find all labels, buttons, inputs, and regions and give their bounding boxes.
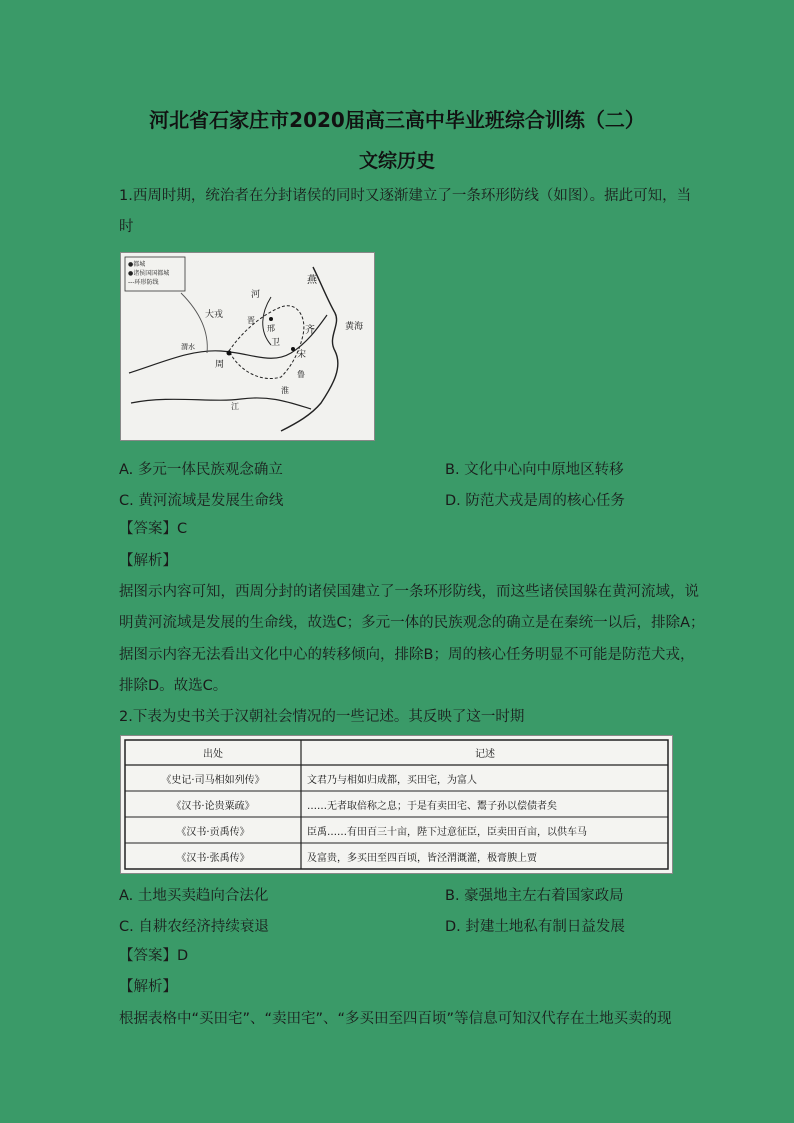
table-header-record: 记述 (475, 749, 495, 760)
q2-option-a: A. 土地买卖趋向合法化 (119, 888, 269, 904)
q1-option-a: A. 多元一体民族观念确立 (119, 462, 283, 478)
q1-answer: 【答案】C (119, 521, 188, 537)
map-label: 河 (251, 290, 261, 300)
q1-option-c: C. 黄河流域是发展生命线 (119, 493, 284, 509)
table-header-source: 出处 (203, 749, 223, 760)
map-yangtze-river (131, 398, 311, 409)
map-coastline (281, 267, 338, 431)
map-label: 江 (231, 402, 239, 411)
map-legend-1: ●都城 (128, 261, 146, 268)
map-legend-3: ---环形防线 (128, 279, 159, 286)
q1-map-svg (121, 253, 374, 440)
map-label: 周 (215, 360, 225, 370)
map-label: 晋 (247, 316, 255, 325)
q1-analysis-line: 明黄河流域是发展的生命线，故选C；多元一体的民族观念的确立是在秦统一以后，排除A； (119, 615, 705, 631)
map-label: 卫 (271, 338, 281, 348)
q2-table-svg (121, 736, 672, 873)
map-label: 黄海 (345, 322, 364, 332)
q1-option-b: B. 文化中心向中原地区转移 (445, 462, 624, 478)
q1-stem-line1: 1.西周时期，统治者在分封诸侯的同时又逐渐建立了一条环形防线（如图）。据此可知，当 (119, 188, 692, 204)
table-cell-record: 臣禹……有田百三十亩，陛下过意征臣，臣卖田百亩，以供车马 (307, 827, 587, 838)
q1-analysis-heading: 【解析】 (119, 553, 177, 569)
q2-option-b: B. 豪强地主左右着国家政局 (445, 888, 624, 904)
map-capital-dot (227, 351, 232, 356)
map-label: 淮 (281, 386, 289, 395)
document-subtitle: 文综历史 (358, 150, 435, 172)
q2-stem: 2.下表为史书关于汉朝社会情况的一些记述。其反映了这一时期 (119, 709, 525, 725)
map-label: 渭水 (181, 343, 195, 351)
q2-option-d: D. 封建土地私有制日益发展 (445, 919, 625, 935)
table-cell-source: 《汉书·张禹传》 (176, 853, 250, 864)
table-cell-record: 文君乃与相如归成都，买田宅，为富人 (307, 775, 477, 786)
table-cell-source: 《史记·司马相如列传》 (161, 775, 265, 786)
map-label: 齐 (305, 325, 315, 336)
map-label: 邢 (267, 324, 275, 333)
table-cell-source: 《汉书·贡禹传》 (176, 827, 250, 838)
q1-option-d: D. 防范犬戎是周的核心任务 (445, 493, 625, 509)
map-defense-ring (229, 306, 307, 379)
q2-analysis-heading: 【解析】 (119, 979, 177, 995)
map-label: 燕 (307, 275, 317, 286)
q2-answer: 【答案】D (119, 948, 189, 964)
table-cell-source: 《汉书·论贵粟疏》 (171, 801, 255, 812)
q2-analysis-line: 根据表格中“买田宅”、“卖田宅”、“多买田至四百顷”等信息可知汉代存在土地买卖的现 (119, 1011, 672, 1027)
q1-analysis-line: 排除D。故选C。 (119, 678, 228, 694)
map-label: 宋 (297, 350, 307, 360)
document-title: 河北省石家庄市2020届高三高中毕业班综合训练（二） (149, 108, 645, 132)
q2-table-figure (120, 735, 673, 874)
table-cell-record: ……无者取倍称之息；于是有卖田宅、鬻子孙以偿债者矣 (307, 801, 557, 812)
map-city-dot (291, 347, 295, 351)
q1-analysis-line: 据图示内容无法看出文化中心的转移倾向，排除B；周的核心任务明显不可能是防范犬戎， (119, 647, 695, 663)
map-label: 鲁 (297, 370, 305, 379)
q1-stem-line2: 时 (119, 219, 134, 235)
map-label: 大戎 (205, 310, 224, 320)
map-yellow-river (129, 315, 327, 373)
table-cell-record: 及富贵，多买田至四百顷，皆泾渭溉灌，极膏腴上贾 (307, 853, 537, 864)
q1-map-figure (120, 252, 375, 441)
map-tributary (263, 297, 271, 345)
q2-option-c: C. 自耕农经济持续衰退 (119, 919, 269, 935)
map-city-dot (269, 317, 273, 321)
map-legend-2: ●诸侯国国都城 (128, 270, 170, 277)
q1-analysis-line: 据图示内容可知，西周分封的诸侯国建立了一条环形防线，而这些诸侯国躲在黄河流域，说 (119, 584, 699, 600)
